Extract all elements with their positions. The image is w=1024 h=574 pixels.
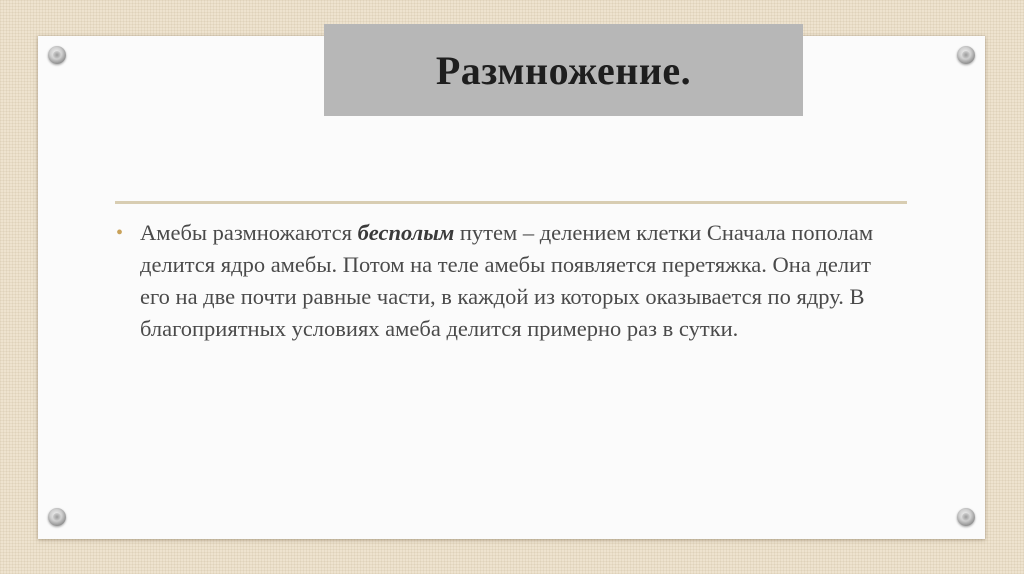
slide-content bbox=[116, 217, 896, 345]
screw-icon bbox=[48, 46, 66, 64]
bullet-text-end: путем – делением клетки Сначала пополам делится ядро амебы. Потом на теле амебы появляется перетяжка. Она делит его на две почти равные части, в каждой из которых оказывается по ядру. В благоприятных условиях амеба делится примерно раз в сутки. bbox=[140, 220, 874, 341]
slide bbox=[38, 36, 985, 539]
screw-icon bbox=[957, 508, 975, 526]
screw-icon bbox=[48, 508, 66, 526]
title-box bbox=[324, 24, 803, 116]
bullet-text bbox=[140, 220, 873, 341]
title-divider bbox=[115, 201, 907, 204]
bullet-icon: • bbox=[116, 222, 124, 244]
screw-icon bbox=[957, 46, 975, 64]
bullet-item bbox=[116, 217, 896, 345]
slide-title: Размножение. bbox=[435, 47, 692, 93]
bullet-text-start: Амебы размножаются bbox=[140, 220, 358, 245]
bullet-text-emphasis: бесполым bbox=[357, 220, 455, 245]
